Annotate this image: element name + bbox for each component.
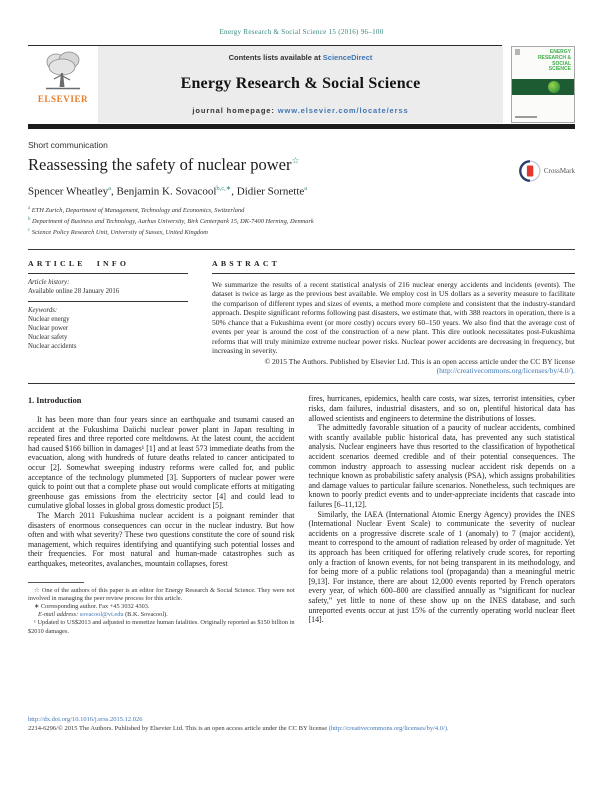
journal-citation: Energy Research & Social Science 15 (2016) 96–100 <box>219 28 384 36</box>
footnote-email: E-mail address: sovacool@vt.edu (B.K. Sovacool). <box>38 611 168 619</box>
footnote-editor-note: ☆ One of the authors of this paper is an editor for Energy Research & Social Science. They were not involved in managing the peer review process for this article. <box>28 586 295 602</box>
keywords-label: Keywords: <box>28 306 58 314</box>
keyword-item: Nuclear energy <box>28 315 70 323</box>
cc-license-link[interactable]: (http://creativecommons.org/licenses/by/4.0/). <box>436 366 575 375</box>
keyword-item: Nuclear power <box>28 324 69 332</box>
info-abstract-section <box>28 250 575 376</box>
affiliation-item: $^a$ ETH Zurich, Department of Management, Technology and Economics, Switzerland <box>28 206 245 215</box>
journal-title: Energy Research & Social Science <box>180 75 421 92</box>
page-footer <box>28 716 575 733</box>
journal-cover-thumbnail <box>511 46 575 123</box>
crossmark-badge[interactable] <box>519 160 575 182</box>
affiliations <box>28 205 575 238</box>
article-history-label: Article history: <box>28 278 70 286</box>
section-label: Short communication <box>28 139 108 150</box>
abstract-text: We summarize the results of a recent statistical analysis of 216 nuclear energy accidents and incidents (events). The dataset is twice as large as the previous best available. We employ cost in US dollars as a severity measure to facilitate the comparison of different types and sizes of events, a method more complete and consistent that the industry-standard approach. Despite significant reforms following past disasters, we estimate that, with 388 reactors in operation, there is a 50% chance that a Fukushima event (or more costly) occurs every 60–150 years. We also find that the average cost of events per year is around the cost of the construction of a new plant. This dire outlook necessitates post-Fukushima reforms that will truly minimize extreme nuclear power risks. Nuclear power accidents are decreasing in frequency, but increasing in severity. <box>212 279 575 356</box>
elsevier-logo <box>28 46 98 123</box>
contents-text: Contents lists available at <box>228 53 323 62</box>
globe-icon <box>548 81 560 93</box>
affiliation-item: $^c$ Science Policy Research Unit, University of Sussex, United Kingdom <box>28 228 208 237</box>
crossmark-label: CrossMark <box>543 166 575 175</box>
footnote-1: ¹ Updated to US$2013 and adjusted to monetize human fatalities. Originally reported as $150 billion in $2010 damages. <box>28 619 295 635</box>
article-title: Reassessing the safety of nuclear power☆ <box>28 154 300 174</box>
journal-header <box>28 45 575 129</box>
author-affiliation-mark: a <box>304 184 308 192</box>
header-divider-bar <box>28 124 575 129</box>
body-left-column <box>28 394 295 635</box>
journal-homepage-link[interactable]: www.elsevier.com/locate/erss <box>277 106 409 115</box>
cover-band <box>512 79 574 96</box>
body-paragraph: fires, hurricanes, epidemics, health care costs, war sizes, terrorist intensities, cyber risks, dam failures, industrial disasters, and so on, plentiful historical data has allowed scientists and engineers to determine the distributions of losses. <box>308 394 575 423</box>
footer-license-link[interactable]: (http://creativecommons.org/licenses/by/4.0/). <box>328 724 449 732</box>
homepage-line <box>104 106 497 115</box>
footnotes <box>28 582 295 636</box>
footnote-rule <box>28 582 84 583</box>
article-info-heading: ARTICLE INFO <box>28 258 130 268</box>
introduction-heading: 1. Introduction <box>28 396 82 406</box>
abstract-rule <box>212 273 575 274</box>
affiliation-item: $^b$ Department of Business and Technology, Aarhus University, Birk Centerpark 15, DK-7400 Herning, Denmark <box>28 217 314 226</box>
journal-masthead <box>98 46 503 123</box>
article-header <box>28 140 575 250</box>
abstract-heading: ABSTRACT <box>212 258 281 268</box>
homepage-label: journal homepage: <box>192 106 278 115</box>
body-paragraph: Similarly, the IAEA (International Atomic Energy Agency) provides the INES (International Nuclear Event Scale) to communicate the severity of nuclear accidents on a progressive discrete scale of 1 (anomaly) to 7 (major accident), meant to correspond to the amount of radiation released by order of magnitude. Yet its approach has been critiqued for offering relatively crude scores, for reporting only a fraction of known events, for not being transparent in its methodology, and for being more of a public relations tool (propaganda) than a meaningful metric [9,13]. For instance, there are about 12,000 events reported by French operators every year, of which 600–800 are classified annually as “significant for nuclear safety,” yet little to none of these show up on the INES database, and such unreported events occur at just 15% of the currently operating world nuclear fleet [14]. <box>308 509 575 625</box>
body-paragraph: The admittedly favorable situation of a paucity of nuclear accidents, combined with scantly available public historical data, has prevented any such statistical analysis. Nuclear engineers have thus resorted to the classification of hypothetical accident scenarios deemed credible and of their potential consequences. The common industry approach to assessing nuclear accident risk depends on a technique known as probabilistic safety analysis (PSA), which assigns probabilities and damage values to particular failure scenarios. Nonetheless, such techniques are known to poorly predict events and to under-appreciate incidents that cascade into failures [6–11,12]. <box>308 423 575 509</box>
body-paragraph: The March 2011 Fukushima nuclear accident is a poignant reminder that disasters of enormous consequences can occur in the nuclear industry. But how often and with what severity? These two questions constitute the core of sound risk management, which requires identifying and quantifying such potential losses and their frequencies. For most natural and human-made catastrophes such as earthquakes, meteorites, avalanches, mountain collapses, forest <box>28 510 295 568</box>
article-body <box>28 394 575 635</box>
abstract-column <box>212 259 575 376</box>
body-paragraph: It has been more than four years since an earthquake and tsunami caused an accident at the Fukushima Daiichi nuclear power plant in Japan resulting in repeated fires and three reported core meltdowns. At the latest count, the accident had caused $166 billion in damages¹ [1] and at least 573 immediate deaths from the evacuation, along with hundreds of future deaths related to cancer anticipated to occur [2]. Somewhat sweeping industry reforms were called for, and public acceptance of the technology plummeted [3]. Supporters of nuclear power were quick to point out that a complete phase out would complicate efforts at mitigating greenhouse gas emissions from the electricity sector [4] and could lead to cumulative global losses in global gross domestic product [5]. <box>28 415 295 511</box>
cover-publisher-mark-icon <box>515 49 520 55</box>
info-rule <box>28 273 188 274</box>
available-online-date: Available online 28 January 2016 <box>28 287 120 295</box>
author-name: Spencer Wheatley <box>28 185 109 198</box>
title-footnote-mark: ☆ <box>291 155 300 165</box>
head-rule <box>28 249 575 250</box>
email-link[interactable]: sovacool@vt.edu <box>79 611 124 619</box>
crossmark-icon <box>519 160 541 182</box>
footnote-corresponding: ∗ Corresponding author. Fax +45 3032 4303. <box>34 602 150 610</box>
author-name: , Didier Sornette <box>231 185 305 198</box>
cover-title: ENERGY RESEARCH & SOCIAL SCIENCE <box>537 49 571 73</box>
contents-line <box>104 53 497 62</box>
author-name: , Benjamin K. Sovacool <box>111 185 217 198</box>
elsevier-wordmark: ELSEVIER <box>37 94 89 104</box>
cover-footer-mark <box>515 116 537 118</box>
doi-link[interactable]: http://dx.doi.org/10.1016/j.erss.2015.12.026 <box>28 716 143 723</box>
info-rule <box>28 301 188 302</box>
elsevier-tree-icon <box>41 49 85 93</box>
rights-line: 2214-6296/© 2015 The Authors. Published by Elsevier Ltd. This is an open access article under the CC BY license (http://creativecommons.org/licenses/by/4.0/). <box>28 724 449 732</box>
keyword-item: Nuclear accidents <box>28 342 77 350</box>
author-affiliation-mark: a <box>108 184 112 192</box>
author-list <box>28 184 575 198</box>
author-affiliation-mark: b,c,∗ <box>216 184 232 192</box>
body-right-column <box>309 394 576 635</box>
abstract-bottom-rule <box>28 383 575 384</box>
abstract-copyright: © 2015 The Authors. Published by Elsevier Ltd. This is an open access article under the CC BY license (http://creativecommons.org/licenses/by/4.0/). <box>264 356 575 375</box>
keyword-item: Nuclear safety <box>28 333 68 341</box>
sciencedirect-link[interactable]: ScienceDirect <box>322 53 373 62</box>
article-info-column <box>28 259 212 376</box>
